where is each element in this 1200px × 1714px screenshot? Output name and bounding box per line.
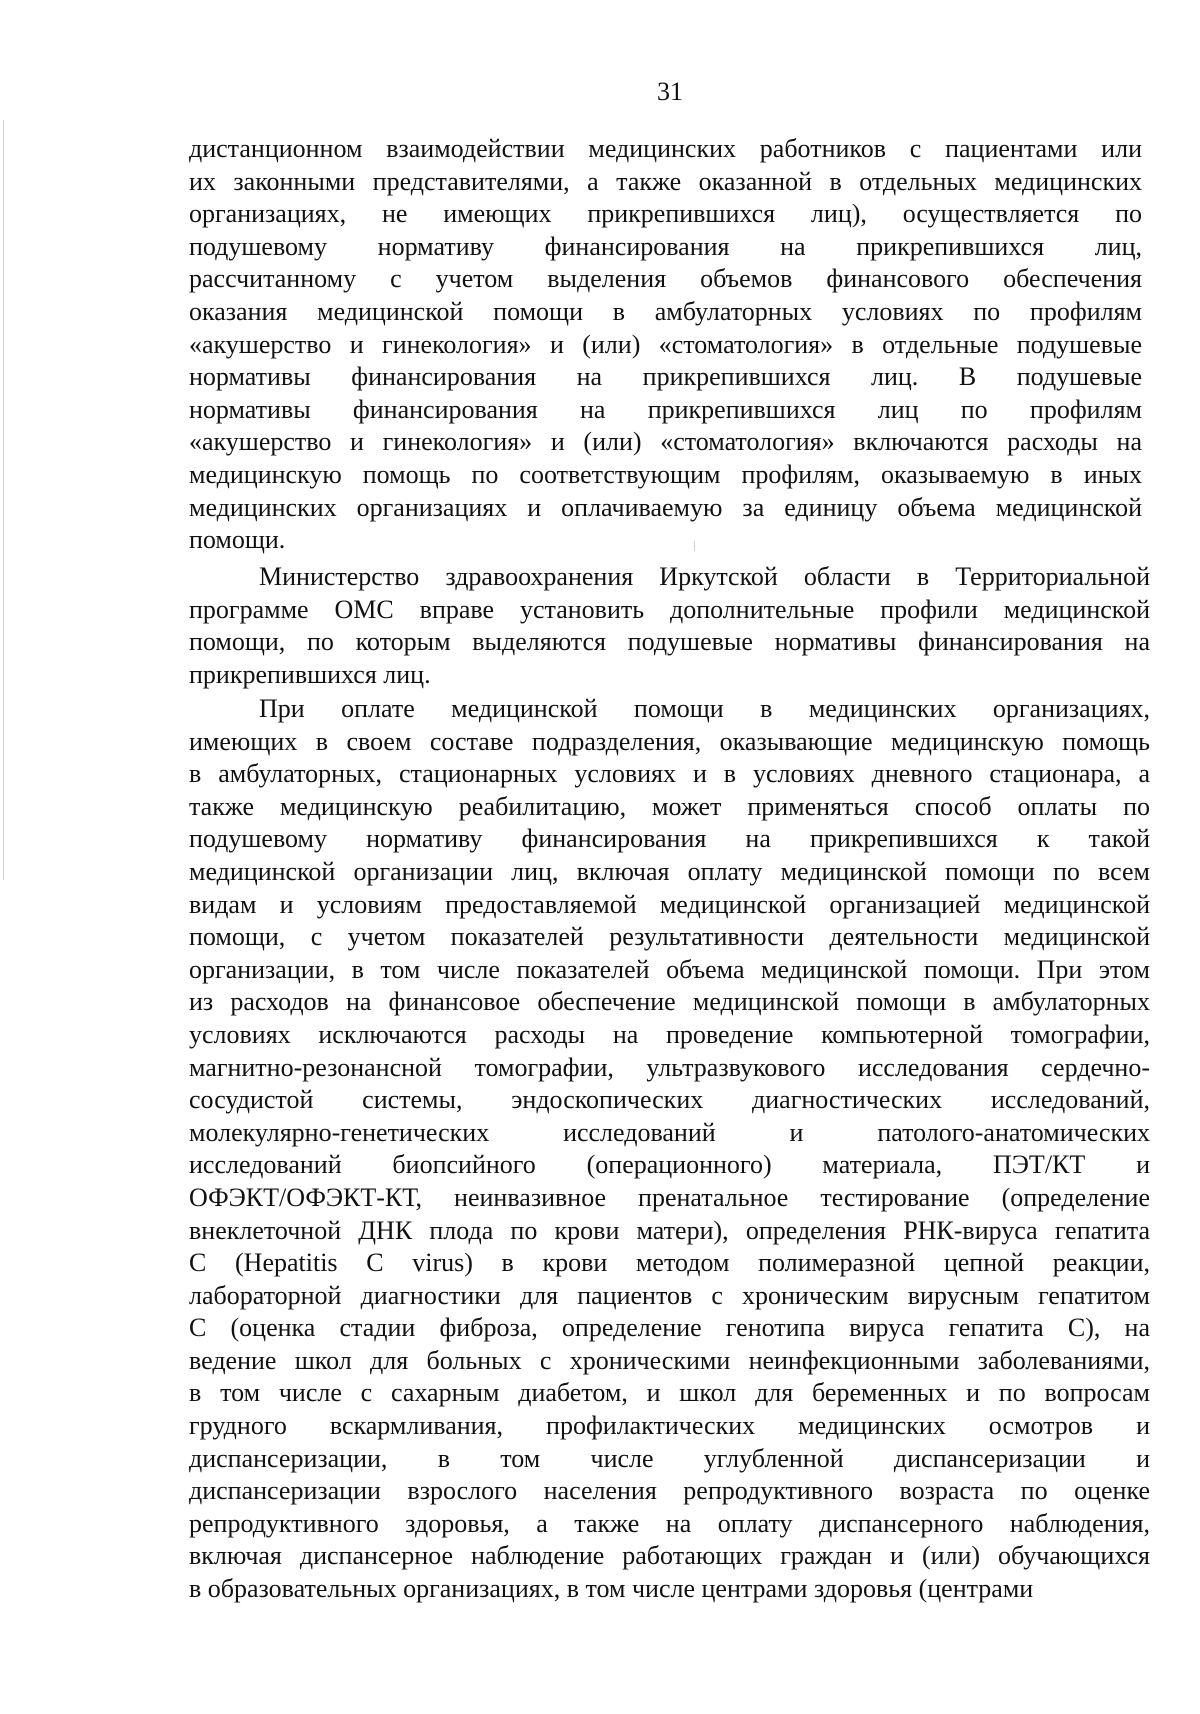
text-line: лабораторной диагностики для пациентов с хроническим вирусным гепатитом xyxy=(189,1280,1150,1310)
text-line: помощи. xyxy=(189,525,286,555)
text-line: оказания медицинской помощи в амбулаторных условиях по профилям xyxy=(189,296,1142,326)
text-line: дистанционном взаимодействии медицинских работников с пациентами или xyxy=(189,134,1142,163)
text-line: нормативы финансирования на прикрепившихся лиц. В подушевые xyxy=(189,362,1142,392)
text-line: в образовательных организациях, в том числе центрами здоровья (центрами xyxy=(189,1574,1034,1604)
text-line: их законными представителями, а также оказанной в отдельных медицинских xyxy=(189,166,1142,196)
text-line: медицинской организации лиц, включая оплату медицинской помощи по всем xyxy=(189,856,1150,886)
text-line: видам и условиям предоставляемой медицинской организацией медицинской xyxy=(189,889,1150,919)
text-line: медицинских организациях и оплачиваемую за единицу объема медицинской xyxy=(189,492,1142,522)
text-line: ОФЭКТ/ОФЭКТ-КТ, неинвазивное пренатальное тестирование (определение xyxy=(189,1182,1150,1212)
text-line: из расходов на финансовое обеспечение медицинской помощи в амбулаторных xyxy=(189,987,1150,1017)
text-line: Министерство здравоохранения Иркутской области в Территориальной xyxy=(259,562,1150,591)
text-line: C (Hepatitis C virus) в крови методом полимеразной цепной реакции, xyxy=(189,1248,1150,1278)
text-line: в том числе с сахарным диабетом, и школ для беременных и по вопросам xyxy=(189,1378,1150,1408)
page-number: 31 xyxy=(657,77,683,106)
text-line: программе ОМС вправе установить дополнительные профили медицинской xyxy=(189,594,1150,624)
text-line: При оплате медицинской помощи в медицинских организациях, xyxy=(259,694,1150,723)
text-line: рассчитанному с учетом выделения объемов финансового обеспечения xyxy=(189,264,1142,294)
text-line: диспансеризации взрослого населения репродуктивного возраста по оценке xyxy=(189,1476,1150,1506)
text-line: подушевому нормативу финансирования на прикрепившихся лиц, xyxy=(189,231,1142,261)
text-line: сосудистой системы, эндоскопических диагностических исследований, xyxy=(189,1085,1150,1115)
text-line: прикрепившихся лиц. xyxy=(189,659,431,689)
text-line: «акушерство и гинекология» и (или) «стоматология» в отдельные подушевые xyxy=(189,329,1142,359)
text-line: нормативы финансирования на прикрепившихся лиц по профилям xyxy=(189,394,1142,424)
text-line: внеклеточной ДНК плода по крови матери), определения РНК-вируса гепатита xyxy=(189,1215,1150,1245)
text-line: магнитно-резонансной томографии, ультразвукового исследования сердечно- xyxy=(189,1052,1150,1082)
text-line: ведение школ для больных с хроническими неинфекционными заболеваниями, xyxy=(189,1345,1150,1375)
text-line: C (оценка стадии фиброза, определение генотипа вируса гепатита C), на xyxy=(189,1313,1150,1343)
paragraph-ministry xyxy=(189,561,1150,691)
text-line: включая диспансерное наблюдение работающих граждан и (или) обучающихся xyxy=(189,1541,1150,1571)
text-line: диспансеризации, в том числе углубленной диспансеризации и xyxy=(189,1443,1150,1473)
text-line: молекулярно-генетических исследований и патолого-анатомических xyxy=(189,1117,1150,1147)
text-line: медицинскую помощь по соответствующим профилям, оказываемую в иных xyxy=(189,459,1142,489)
text-line: организациях, не имеющих прикрепившихся лиц), осуществляется по xyxy=(189,199,1142,229)
text-line: исследований биопсийного (операционного) материала, ПЭТ/КТ и xyxy=(189,1150,1150,1180)
text-line: имеющих в своем составе подразделения, оказывающие медицинскую помощь xyxy=(189,726,1150,756)
text-line: помощи, с учетом показателей результативности деятельности медицинской xyxy=(189,922,1150,952)
text-line: подушевому нормативу финансирования на прикрепившихся к такой xyxy=(189,824,1150,854)
text-line: «акушерство и гинекология» и (или) «стоматология» включаются расходы на xyxy=(189,427,1142,457)
text-line: грудного вскармливания, профилактических медицинских осмотров и xyxy=(189,1411,1150,1441)
text-line: условиях исключаются расходы на проведение компьютерной томографии, xyxy=(189,1019,1150,1049)
scan-artifact xyxy=(3,120,4,880)
paragraph-continuation xyxy=(189,133,1142,557)
text-line: в амбулаторных, стационарных условиях и в условиях дневного стационара, а xyxy=(189,759,1150,789)
paragraph-payment xyxy=(189,693,1150,1606)
text-line: репродуктивного здоровья, а также на оплату диспансерного наблюдения, xyxy=(189,1508,1150,1538)
text-line: организации, в том числе показателей объема медицинской помощи. При этом xyxy=(189,954,1150,984)
text-line: также медицинскую реабилитацию, может применяться способ оплаты по xyxy=(189,791,1150,821)
text-line: помощи, по которым выделяются подушевые нормативы финансирования на xyxy=(189,627,1150,657)
